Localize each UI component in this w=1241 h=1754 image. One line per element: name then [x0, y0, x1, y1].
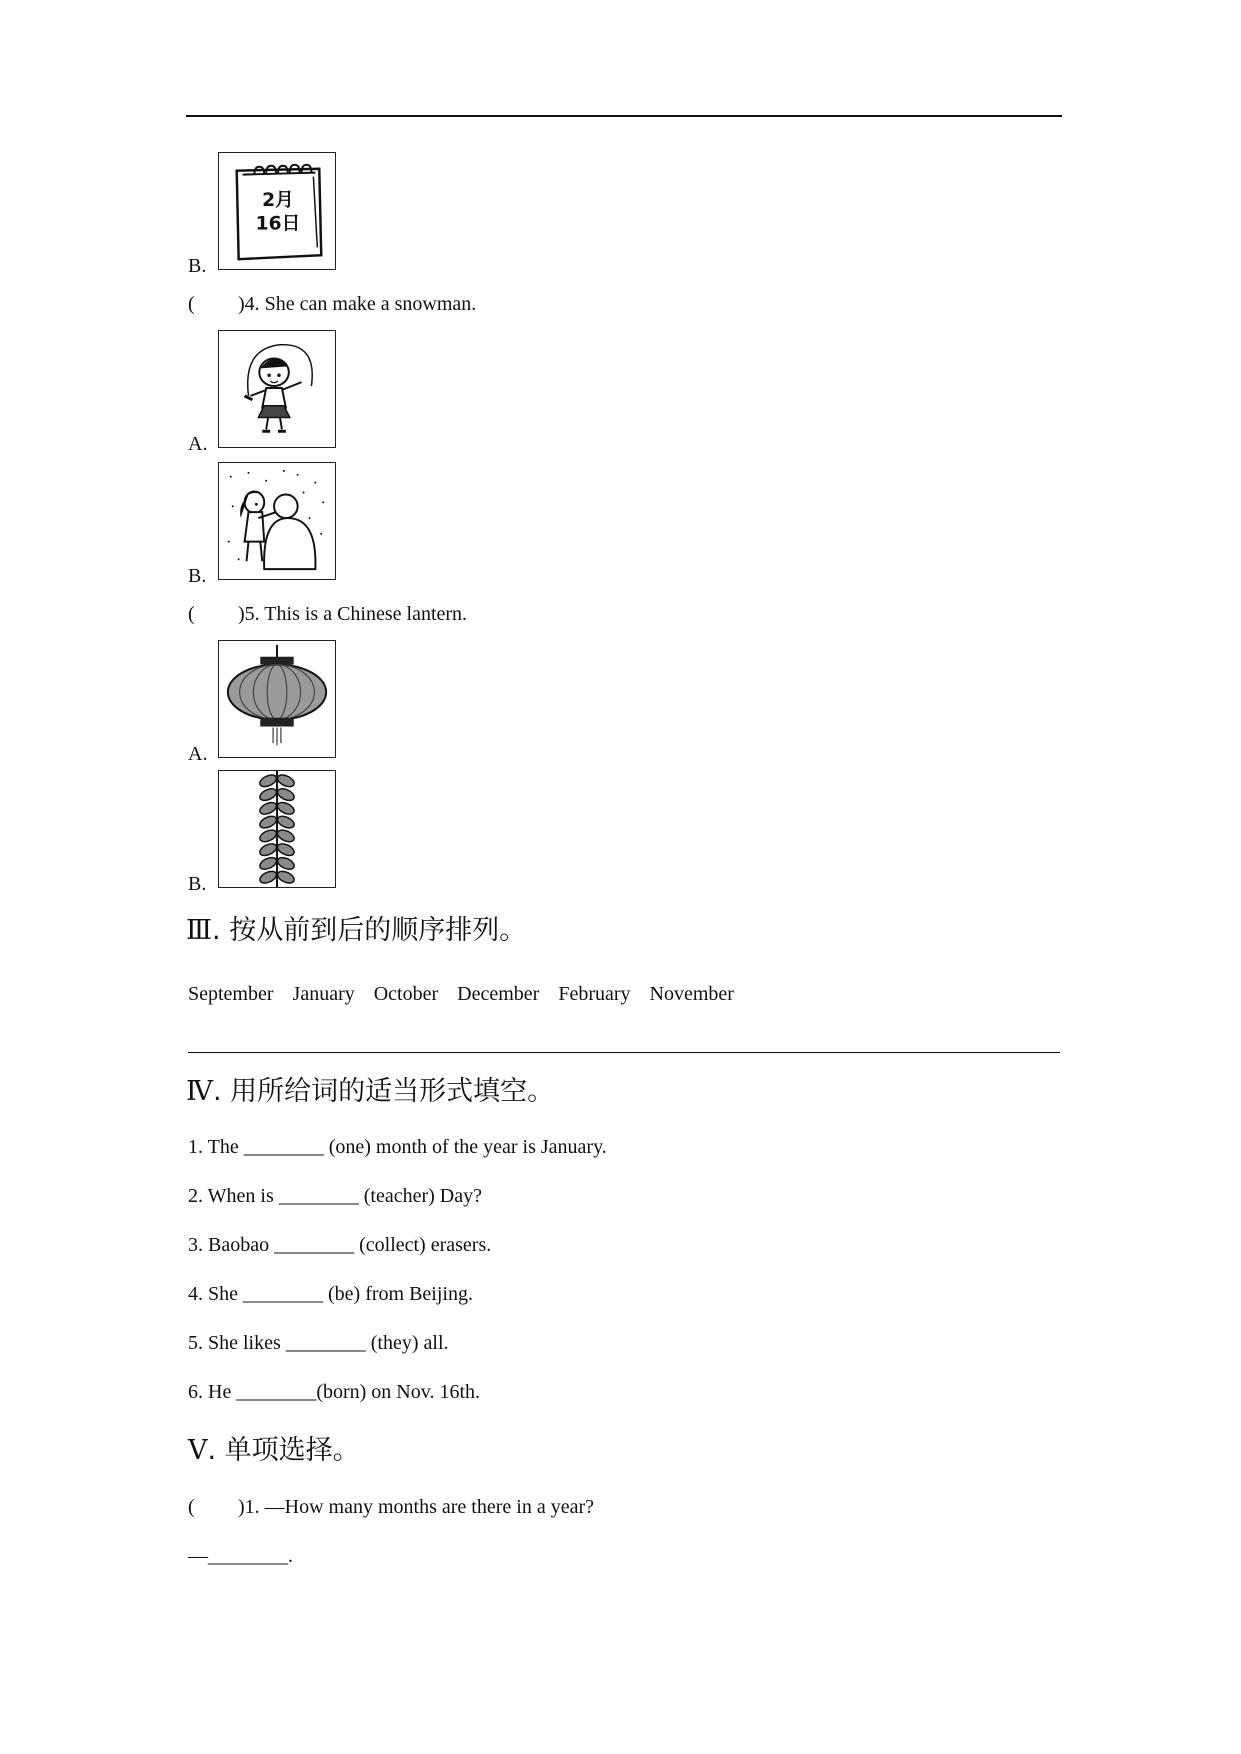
fill-blank-item-5[interactable]: 5. She likes ________ (they) all.: [188, 1332, 449, 1354]
q5-option-a-label: A.: [188, 743, 208, 765]
q5-question: )5. This is a Chinese lantern.: [238, 603, 468, 625]
fill-blank-item-6[interactable]: 6. He ________(born) on Nov. 16th.: [188, 1381, 481, 1403]
snowman-girl-image[interactable]: [218, 462, 336, 580]
firecrackers-image[interactable]: [218, 770, 336, 888]
month-word: September: [188, 983, 274, 1005]
choice-q1-answer[interactable]: —________.: [188, 1545, 293, 1567]
q4-option-b-label: B.: [188, 565, 207, 587]
firecracker-icon: [219, 771, 335, 887]
header-rule: [186, 115, 1062, 117]
section-5-numeral: Ⅴ: [188, 1435, 208, 1466]
choice-q1-bracket[interactable]: (: [188, 1496, 195, 1518]
section-4-heading: [186, 1078, 554, 1105]
snowman-icon: [219, 463, 335, 579]
section-3-numeral: Ⅲ: [186, 915, 213, 946]
fill-blank-item-2[interactable]: 2. When is ________ (teacher) Day?: [188, 1185, 482, 1207]
section-5-title: . 单项选择。: [207, 1435, 360, 1466]
q4-answer-bracket[interactable]: (: [188, 293, 195, 315]
choice-q1-question: )1. —How many months are there in a year?: [238, 1496, 594, 1518]
month-word-bank: [188, 983, 753, 1006]
q4-question: )4. She can make a snowman.: [238, 293, 477, 315]
section-3-title: . 按从前到后的顺序排列。: [212, 915, 527, 946]
month-word: October: [373, 983, 439, 1005]
ordering-answer-line[interactable]: [188, 1052, 1060, 1053]
q5-option-b-label: B.: [188, 873, 207, 895]
q4-option-a-label: A.: [188, 433, 208, 455]
lantern-image[interactable]: [218, 640, 336, 758]
fill-blank-item-4[interactable]: 4. She ________ (be) from Beijing.: [188, 1283, 473, 1305]
lantern-icon: [219, 641, 335, 757]
month-word: February: [558, 983, 631, 1005]
month-word: December: [457, 983, 540, 1005]
q5-answer-bracket[interactable]: (: [188, 603, 195, 625]
calendar-month-text: 2月: [262, 190, 294, 212]
q3-option-b-label: B.: [188, 255, 207, 277]
jump-rope-icon: [219, 331, 335, 447]
calendar-day-text: 16日: [255, 213, 301, 235]
section-4-title: . 用所给词的适当形式填空。: [212, 1076, 555, 1107]
calendar-image[interactable]: [218, 152, 336, 270]
section-4-numeral: Ⅳ: [186, 1076, 213, 1107]
section-5-heading: [188, 1437, 360, 1464]
section-3-heading: [186, 917, 526, 944]
fill-blank-item-1[interactable]: 1. The ________ (one) month of the year is January.: [188, 1136, 607, 1158]
jump-rope-girl-image[interactable]: [218, 330, 336, 448]
calendar-icon: [219, 153, 335, 269]
month-word: January: [292, 983, 355, 1005]
fill-blank-item-3[interactable]: 3. Baobao ________ (collect) erasers.: [188, 1234, 492, 1256]
month-word: November: [649, 983, 734, 1005]
